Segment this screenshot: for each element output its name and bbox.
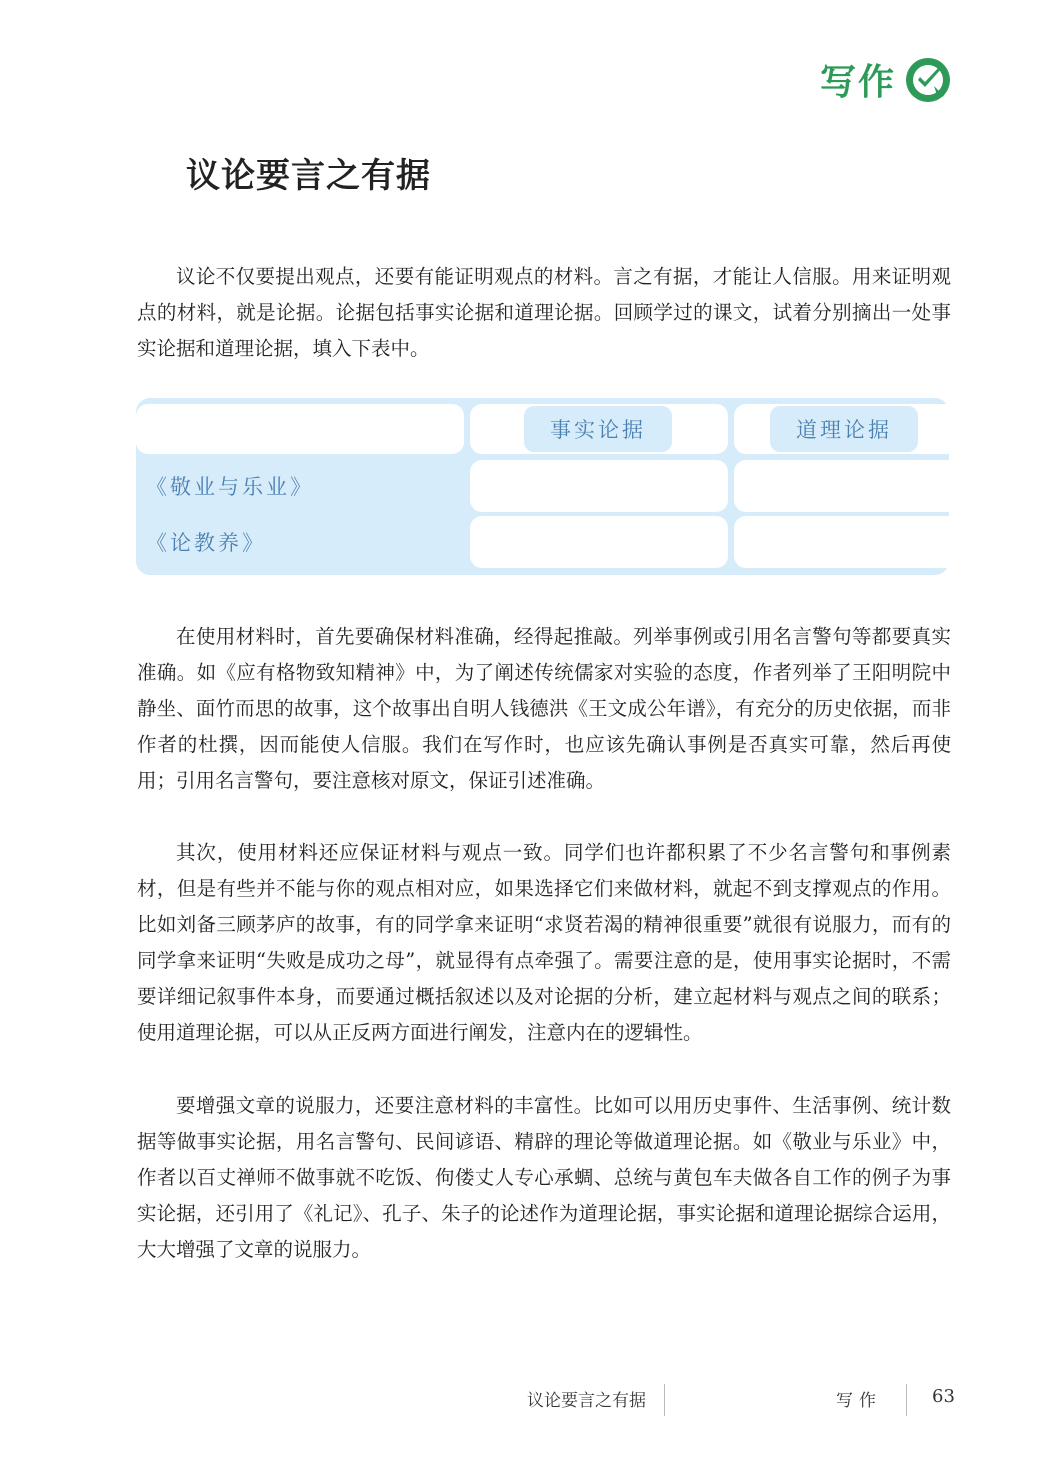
fact-input-jiaoyang[interactable] — [470, 516, 728, 568]
fact-input-jingye[interactable] — [470, 460, 728, 512]
richness-paragraph: 要增强文章的说服力，还要注意材料的丰富性。比如可以用历史事件、生活事例、统计数据等做事实论据，用名言警句、民间谚语、精辟的理论等做道理论据。如《敬业与乐业》中，作者以百丈禅师不做事就不吃饭、佝偻丈人专心承蜩、总统与黄包车夫做各自工作的例子为事实论据，还引用了《礼记》、孔子、朱子的论述作为道理论据，事实论据和道理论据综合运用，大大增强了文章的说服力。 — [137, 1094, 951, 1261]
column-header-reason: 道理论据 — [770, 406, 918, 452]
footer-section: 写作 — [836, 1391, 882, 1411]
page-title: 议论要言之有据 — [186, 156, 431, 196]
table-header-corner — [136, 404, 464, 454]
reason-input-jingye[interactable] — [734, 460, 949, 512]
row-label-jingye: 《敬业与乐业》 — [136, 460, 464, 512]
consistency-paragraph: 其次，使用材料还应保证材料与观点一致。同学们也许都积累了不少名言警句和事例素材，但是有些并不能与你的观点相对应，如果选择它们来做材料，就起不到支撑观点的作用。比如刘备三顾茅庐的故事，有的同学拿来证明“求贤若渴的精神很重要”就很有说服力，而有的同学拿来证明“失败是成功之母”，就显得有点牵强了。需要注意的是，使用事实论据时，不需要详细记叙事件本身，而要通过概括叙述以及对论据的分析，建立起材料与观点之间的联系；使用道理论据，可以从正反两方面进行阐发，注意内在的逻辑性。 — [137, 841, 951, 1044]
row-label-jiaoyang: 《论教养》 — [136, 516, 464, 568]
accuracy-paragraph: 在使用材料时，首先要确保材料准确，经得起推敲。列举事例或引用名言警句等都要真实准确。如《应有格物致知精神》中，为了阐述传统儒家对实验的态度，作者列举了王阳明院中静坐、面竹而思的故事，这个故事出自明人钱德洪《王文成公年谱》，有充分的历史依据，而非作者的杜撰，因而能使人信服。我们在写作时，也应该先确认事例是否真实可靠，然后再使用；引用名言警句，要注意核对原文，保证引述准确。 — [137, 625, 951, 792]
section-label: 写作 — [819, 62, 896, 103]
page-number: 63 — [932, 1386, 955, 1407]
footer-divider — [906, 1384, 907, 1416]
footer-divider — [664, 1384, 665, 1416]
pen-nib-check-icon — [904, 56, 952, 104]
evidence-table — [136, 398, 949, 575]
section-badge — [820, 54, 952, 105]
page-footer — [0, 1386, 1044, 1418]
footer-title: 议论要言之有据 — [527, 1391, 646, 1411]
column-header-fact: 事实论据 — [524, 406, 672, 452]
reason-input-jiaoyang[interactable] — [734, 516, 949, 568]
intro-paragraph: 议论不仅要提出观点，还要有能证明观点的材料。言之有据，才能让人信服。用来证明观点的材料，就是论据。论据包括事实论据和道理论据。回顾学过的课文，试着分别摘出一处事实论据和道理论据，填入下表中。 — [137, 265, 951, 360]
